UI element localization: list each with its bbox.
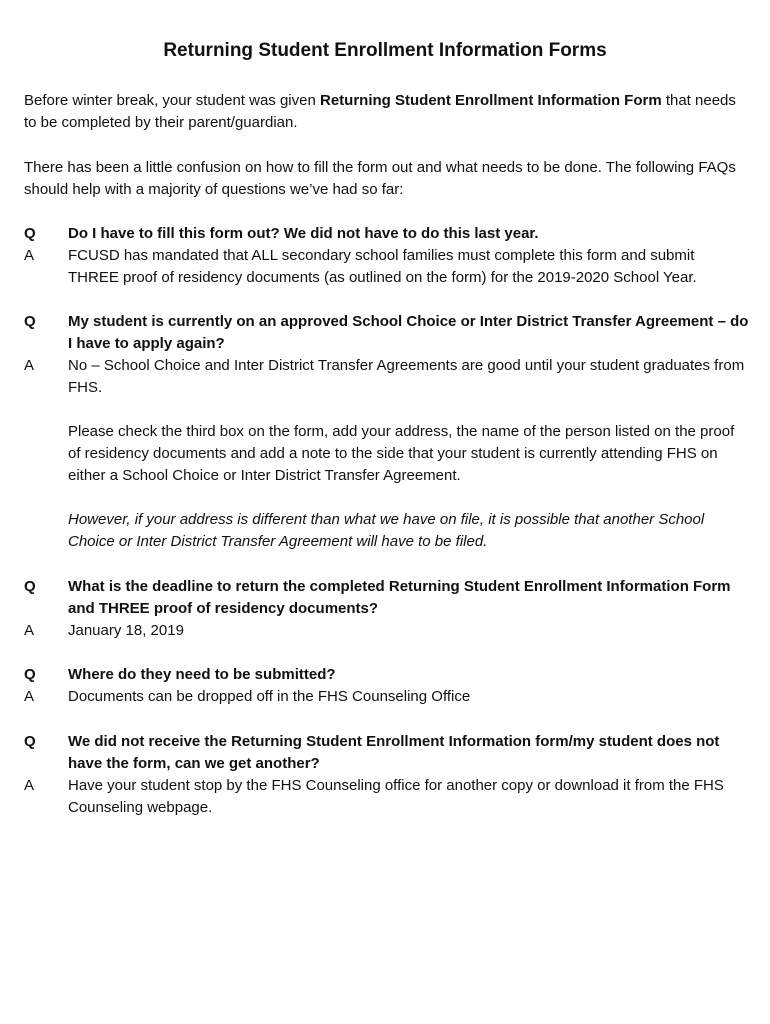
faq-question: We did not receive the Returning Student Enrollment Information form/my student does not have the form, can we get another?: [68, 733, 720, 772]
faq-answer: Have your student stop by the FHS Counseling office for another copy or download it from the FHS Counseling webpage.: [68, 777, 724, 816]
faq-item: [24, 664, 749, 708]
faq-answer-row: [24, 355, 749, 399]
faq-question-row: [24, 223, 749, 245]
faq-intro-paragraph: There has been a little confusion on how to fill the form out and what needs to be done. The following FAQs should help with a majority of questions we’ve had so far:: [24, 159, 736, 198]
faq-answer-row: [24, 245, 749, 289]
faq-question: My student is currently on an approved School Choice or Inter District Transfer Agreement – do I have to apply again?: [68, 313, 749, 352]
faq-answer-extra-row: [24, 421, 749, 487]
faq-question: Do I have to fill this form out? We did not have to do this last year.: [68, 225, 539, 242]
faq-answer: No – School Choice and Inter District Transfer Agreements are good until your student graduates from FHS.: [68, 357, 745, 396]
q-label: Q: [24, 225, 36, 242]
faq-question-row: [24, 576, 749, 620]
intro-paragraph: [24, 90, 744, 134]
q-label: Q: [24, 733, 36, 750]
faq-question: Where do they need to be submitted?: [68, 666, 336, 683]
faq-item: [24, 576, 749, 642]
q-label: Q: [24, 313, 36, 330]
faq-item: [24, 731, 749, 819]
q-label: Q: [24, 666, 36, 683]
faq-question: What is the deadline to return the completed Returning Student Enrollment Information Form and THREE proof of residency documents?: [68, 578, 731, 617]
faq-answer-row: [24, 686, 749, 708]
faq-answer-note: However, if your address is different than what we have on file, it is possible that another School Choice or Inter District Transfer Agreement will have to be filed.: [68, 511, 705, 550]
faq-answer-note-row: [24, 509, 749, 553]
faq-answer-extra: Please check the third box on the form, add your address, the name of the person listed on the proof of residency documents and add a note to the side that your student is currently attending FHS on either a School Choice or Inter District Transfer Agreement.: [68, 423, 735, 484]
faq-question-row: [24, 731, 749, 775]
faq-item: [24, 223, 749, 289]
faq-question-row: [24, 311, 749, 355]
page-title: Returning Student Enrollment Information Forms: [163, 40, 607, 61]
faq-question-row: [24, 664, 749, 686]
a-label: A: [24, 688, 35, 705]
faq-item: [24, 311, 749, 553]
intro-text-end: that needs to be completed by their parent/guardian.: [24, 92, 736, 131]
a-label: A: [24, 357, 35, 374]
a-label: A: [24, 622, 35, 639]
faq-answer: Documents can be dropped off in the FHS Counseling Office: [68, 688, 471, 705]
a-label: A: [24, 777, 35, 794]
intro-form-name: Returning Student Enrollment Information Form: [320, 92, 662, 109]
faq-answer-row: [24, 775, 749, 819]
intro-text-start: Before winter break, your student was given: [24, 92, 320, 109]
faq-answer: FCUSD has mandated that ALL secondary school families must complete this form and submit THREE proof of residency documents (as outlined on the form) for the 2019-2020 School Year.: [68, 247, 697, 286]
faq-answer-row: [24, 620, 749, 642]
q-label: Q: [24, 578, 36, 595]
faq-answer: January 18, 2019: [68, 622, 184, 639]
a-label: A: [24, 247, 35, 264]
